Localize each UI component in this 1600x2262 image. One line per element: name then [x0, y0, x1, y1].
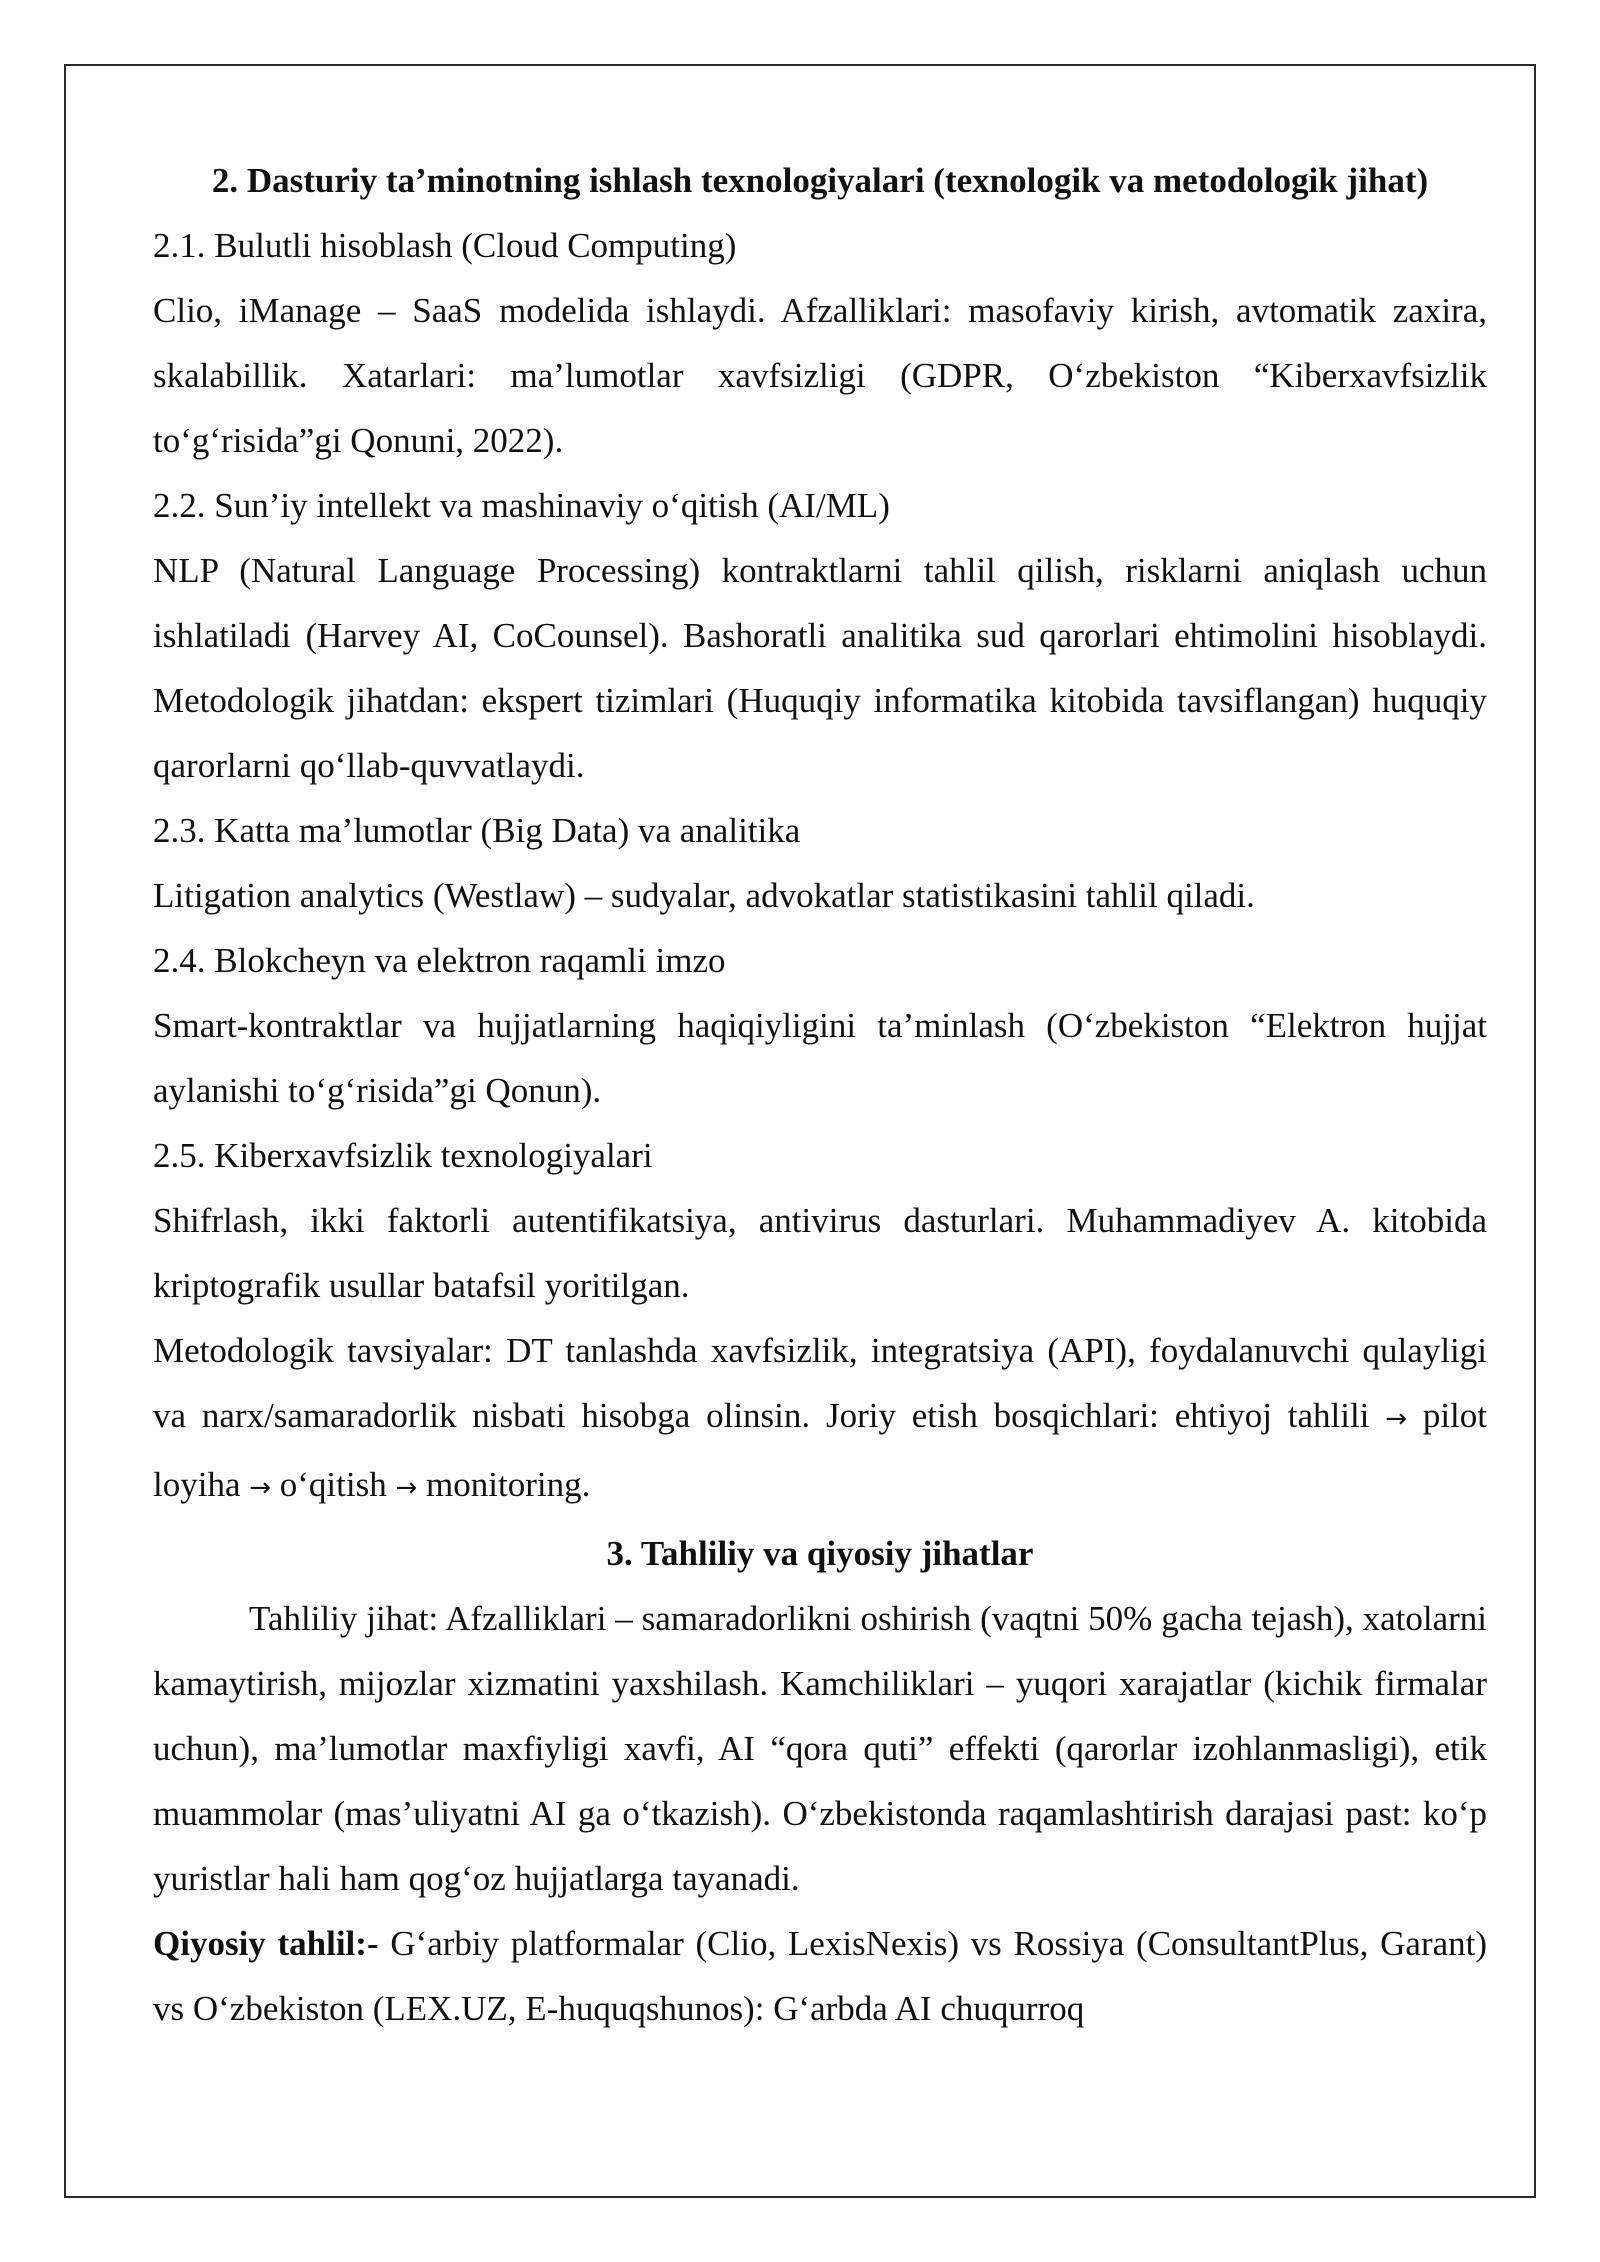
step-pilot: pilot loyiha: [153, 1396, 1488, 1504]
subsection-2-3-title: 2.3. Katta ma’lumotlar (Big Data) va analitika: [153, 811, 801, 850]
subsection-2-5-title: 2.5. Kiberxavfsizlik texnologiyalari: [153, 1136, 653, 1175]
step-analysis: tahlili: [1287, 1396, 1370, 1435]
step-monitoring: monitoring.: [426, 1465, 591, 1504]
section-3-heading: 3. Tahliliy va qiyosiy jihatlar: [606, 1534, 1034, 1573]
subsection-2-4-text: Smart-kontraktlar va hujjatlarning haqiqiyligini ta’minlash (O‘zbekiston “Elektron hujjat aylanishi to‘g‘risida”gi Qonun).: [153, 1006, 1487, 1110]
arrow-icon: →: [249, 1473, 272, 1503]
arrow-icon: →: [395, 1473, 418, 1503]
subsection-2-1-title: 2.1. Bulutli hisoblash (Cloud Computing): [153, 226, 737, 265]
subsection-2-4-title: 2.4. Blokcheyn va elektron raqamli imzo: [153, 941, 726, 980]
subsection-2-3-text: Litigation analytics (Westlaw) – sudyalar, advokatlar statistikasini tahlil qiladi.: [153, 876, 1255, 915]
step-training: o‘qitish: [279, 1465, 387, 1504]
methodology-paragraph: [153, 1318, 1487, 1521]
comparative-label: Qiyosiy tahlil:-: [153, 1924, 379, 1963]
comparative-text: G‘arbiy platformalar (Clio, LexisNexis) vs Rossiya (ConsultantPlus, Garant) vs O‘zbekiston (LEX.UZ, E-huquqshunos): G‘arbda AI chuqurroq: [153, 1924, 1488, 2028]
section-2-heading: 2. Dasturiy ta’minotning ishlash texnologiyalari (texnologik va metodologik jihat): [211, 161, 1429, 200]
comparative-paragraph: [153, 1911, 1487, 2041]
methodology-text: Metodologik tavsiyalar: DT tanlashda xavfsizlik, integratsiya (API), foydalanuvchi qulayligi va narx/samaradorlik nisbati hisobga olinsin. Joriy etish bosqichlari: ehtiyoj: [153, 1331, 1487, 1435]
subsection-2-5-text: Shifrlash, ikki faktorli autentifikatsiya, antivirus dasturlari. Muhammadiyev A. kitobida kriptografik usullar batafsil yoritilgan.: [153, 1201, 1487, 1305]
subsection-2-1-text: Clio, iManage – SaaS modelida ishlaydi. Afzalliklari: masofaviy kirish, avtomatik zaxira, skalabillik. Xatarlari: ma’lumotlar xavfsizligi (GDPR, O‘zbekiston “Kiberxavfsizlik to‘g‘risida”gi Qonuni, 2022).: [153, 291, 1487, 460]
subsection-2-2-title: 2.2. Sun’iy intellekt va mashinaviy o‘qitish (AI/ML): [153, 486, 890, 525]
arrow-icon: →: [1385, 1404, 1408, 1434]
document-body: [153, 148, 1487, 2041]
subsection-2-2-text: NLP (Natural Language Processing) kontraktlarni tahlil qilish, risklarni aniqlash uchun ishlatiladi (Harvey AI, CoCounsel). Bashoratli analitika sud qarorlari ehtimolini hisoblaydi. Metodologik jihatdan: ekspert tizimlari (Huquqiy informatika kitobida tavsiflangan) huquqiy qarorlarni qo‘llab-quvvatlaydi.: [153, 551, 1487, 785]
analytic-paragraph: Tahliliy jihat: Afzalliklari – samaradorlikni oshirish (vaqtni 50% gacha tejash), xatolarni kamaytirish, mijozlar xizmatini yaxshilash. Kamchiliklari – yuqori xarajatlar (kichik firmalar uchun), ma’lumotlar maxfiyligi xavfi, AI “qora quti” effekti (qarorlar izohlanmasligi), etik muammolar (mas’uliyatni AI ga o‘tkazish). O‘zbekistonda raqamlashtirish darajasi past: ko‘p yuristlar hali ham qog‘oz hujjatlarga tayanadi.: [153, 1599, 1487, 1898]
